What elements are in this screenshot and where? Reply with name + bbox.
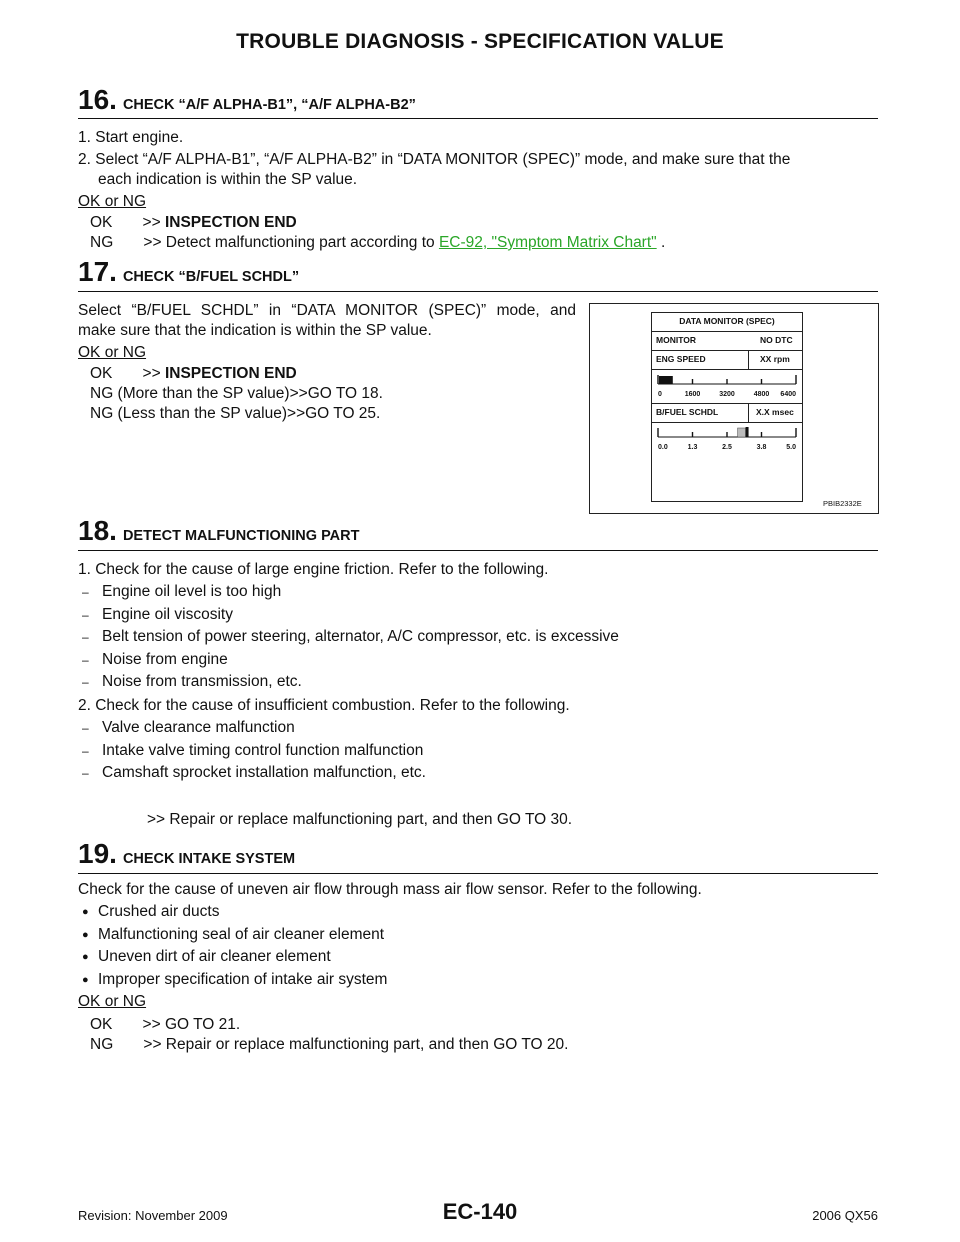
symptom-matrix-link[interactable]: EC-92, "Symptom Matrix Chart" xyxy=(438,234,657,251)
body-line-2: make sure that the indication is within the SP value. xyxy=(78,322,432,339)
body-line-1: Select “B/FUEL SCHDL” in “DATA MONITOR (SPEC)” mode, and xyxy=(78,302,576,319)
revision-date: Revision: November 2009 xyxy=(78,1208,228,1223)
step-1: 1. Start engine. xyxy=(78,129,184,146)
ok-result: INSPECTION END xyxy=(164,365,297,382)
gauge-level-bar xyxy=(659,376,673,384)
fuel-gauge-row xyxy=(652,423,802,456)
gauge-tick-label: 3200 xyxy=(719,391,735,398)
section-title: DETECT MALFUNCTIONING PART xyxy=(122,528,360,544)
eng-speed-label: ENG SPEED xyxy=(656,354,706,364)
ok-line xyxy=(90,213,297,233)
bullet-icon: ● xyxy=(82,928,89,941)
gauge-marker xyxy=(746,427,749,437)
list-item: – Belt tension of power steering, alternator, A/C compressor, etc. is excessive xyxy=(82,628,619,646)
list-item: – Camshaft sprocket installation malfunction, etc. xyxy=(82,764,426,782)
list-item: – Engine oil viscosity xyxy=(82,605,233,623)
section-divider xyxy=(78,118,878,119)
section-18-result: >> Repair or replace malfunctioning part, and then GO TO 30. xyxy=(147,811,573,828)
section-number: 16. xyxy=(78,84,117,115)
gauge-spec-range xyxy=(738,428,746,437)
fuel-gauge xyxy=(652,423,802,456)
monitor-value: NO DTC xyxy=(760,335,793,345)
gauge-tick-label: 5.0 xyxy=(786,444,796,451)
monitor-header: DATA MONITOR (SPEC) xyxy=(679,316,775,326)
section-number: 17. xyxy=(78,256,117,287)
list-item: ● Improper specification of intake air system xyxy=(82,970,388,988)
section-16-heading xyxy=(78,84,878,116)
dash-icon: – xyxy=(82,652,89,667)
bullet-icon: ● xyxy=(82,906,89,918)
ok-prefix: OK >> xyxy=(90,365,165,382)
ng-suffix: . xyxy=(656,234,666,251)
gauge-tick-label: 1600 xyxy=(684,391,701,398)
ok-or-ng-label: OK or NG xyxy=(78,993,147,1010)
bullet-icon: ● xyxy=(82,973,89,986)
monitor-header-row xyxy=(652,313,802,332)
section-title: CHECK “A/F ALPHA-B1”, “A/F ALPHA-B2” xyxy=(122,97,416,113)
list-item: – Noise from transmission, etc. xyxy=(82,673,302,691)
dash-icon: – xyxy=(82,721,89,735)
gauge-tick-label: 3.8 xyxy=(756,444,767,451)
dash-icon: – xyxy=(82,675,89,689)
data-monitor-screen xyxy=(651,312,803,502)
model-year: 2006 QX56 xyxy=(812,1208,878,1223)
dash-icon: – xyxy=(82,630,89,644)
eng-speed-gauge xyxy=(652,370,802,403)
list-item: ● Crushed air ducts xyxy=(82,903,220,921)
section-title: CHECK INTAKE SYSTEM xyxy=(122,851,296,867)
section-number: 18. xyxy=(78,515,117,546)
section-18-heading xyxy=(78,515,878,547)
divider xyxy=(748,351,749,369)
monitor-status-row xyxy=(652,332,802,351)
check-item-2: 2. Check for the cause of insufficient combustion. Refer to the following. xyxy=(78,697,570,714)
ok-prefix: OK >> xyxy=(90,214,165,231)
section-19-heading xyxy=(78,838,878,870)
friction-list xyxy=(82,582,619,695)
section-17-heading xyxy=(78,256,878,288)
divider xyxy=(748,404,749,422)
monitor-label: MONITOR xyxy=(656,335,696,345)
eng-speed-row xyxy=(652,351,802,370)
gauge-tick-label: 0.0 xyxy=(658,444,668,451)
list-item: – Noise from engine xyxy=(82,650,228,668)
gauge-tick-label: 1.3 xyxy=(687,444,698,451)
dash-icon: – xyxy=(82,766,89,780)
dash-icon: – xyxy=(82,585,89,599)
list-item: ● Uneven dirt of air cleaner element xyxy=(82,948,331,966)
bullet-icon: ● xyxy=(82,951,89,963)
list-item: – Valve clearance malfunction xyxy=(82,719,295,737)
section-number: 19. xyxy=(78,838,117,869)
fuel-row xyxy=(652,404,802,423)
eng-speed-value: XX rpm xyxy=(760,354,790,364)
gauge-tick-label: 6400 xyxy=(780,391,796,398)
ng-line: NG >> Repair or replace malfunctioning part, and then GO TO 20. xyxy=(90,1036,569,1053)
ok-line: OK >> GO TO 21. xyxy=(90,1016,241,1033)
gauge-tick-label: 4800 xyxy=(753,391,770,398)
section-19-body: Check for the cause of uneven air flow through mass air flow sensor. Refer to the following. xyxy=(78,881,702,898)
gauge-tick-label: 0 xyxy=(658,391,662,398)
step-2-line-2: each indication is within the SP value. xyxy=(98,171,358,188)
ng-prefix: NG >> Detect malfunctioning part according to xyxy=(90,234,439,251)
list-item: ● Malfunctioning seal of air cleaner element xyxy=(82,925,385,943)
fuel-value: X.X msec xyxy=(756,407,794,417)
fuel-label: B/FUEL SCHDL xyxy=(656,407,719,417)
dash-icon: – xyxy=(82,607,89,622)
ng-line xyxy=(90,233,665,253)
ng-more-line: NG (More than the SP value)>>GO TO 18. xyxy=(90,385,383,402)
dash-icon: – xyxy=(82,743,89,758)
combustion-list xyxy=(82,718,426,786)
section-title: CHECK “B/FUEL SCHDL” xyxy=(122,269,300,285)
ok-line xyxy=(90,364,297,384)
ok-or-ng-label: OK or NG xyxy=(78,344,147,361)
figure-code: PBIB2332E xyxy=(823,499,862,508)
section-divider xyxy=(78,873,878,874)
page-title: TROUBLE DIAGNOSIS - SPECIFICATION VALUE xyxy=(236,30,724,53)
gauge-tick-label: 2.5 xyxy=(722,444,732,451)
ok-result: INSPECTION END xyxy=(164,214,297,231)
ok-or-ng-label: OK or NG xyxy=(78,193,147,210)
step-2-line-1: 2. Select “A/F ALPHA-B1”, “A/F ALPHA-B2” in “DATA MONITOR (SPEC)” mode, and make sure that the xyxy=(78,151,791,168)
section-divider xyxy=(78,550,878,551)
section-divider xyxy=(78,291,878,292)
page-number: EC-140 xyxy=(442,1199,518,1224)
list-item: – Intake valve timing control function malfunction xyxy=(82,741,424,759)
intake-bullet-list xyxy=(82,902,387,992)
list-item: – Engine oil level is too high xyxy=(82,583,282,601)
ng-less-line: NG (Less than the SP value)>>GO TO 25. xyxy=(90,405,381,422)
eng-speed-gauge-row xyxy=(652,370,802,404)
check-item-1: 1. Check for the cause of large engine friction. Refer to the following. xyxy=(78,561,549,578)
